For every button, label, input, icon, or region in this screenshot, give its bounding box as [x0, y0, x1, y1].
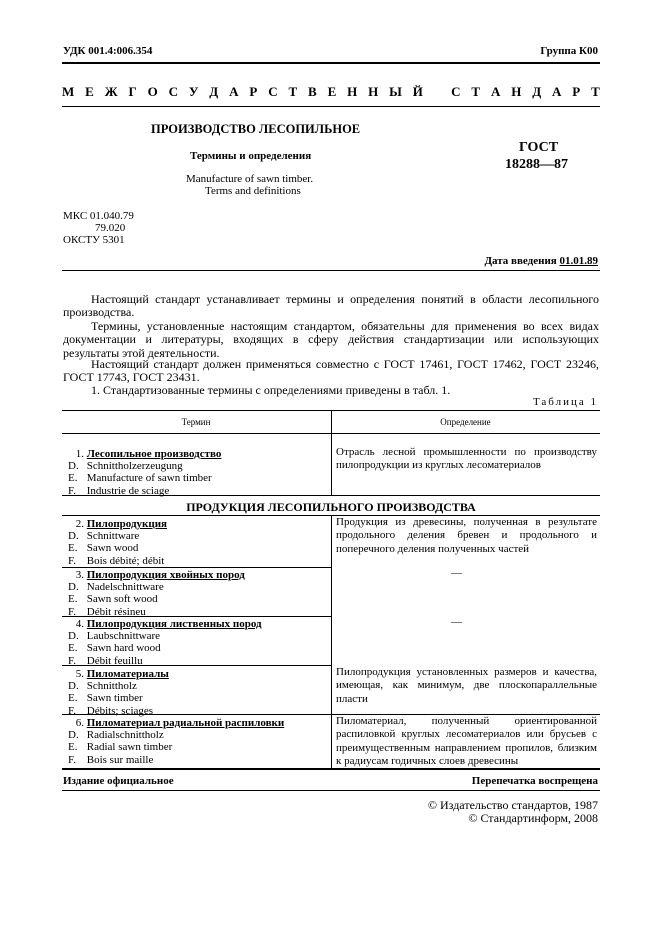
column-divider-2 — [331, 515, 332, 768]
english-title-line1: Manufacture of sawn timber. — [186, 173, 314, 185]
paragraph-mandatory: Термины, установленные настоящим стандартом, обязательны для применения во всех видах документации и литературы, входящих в сферу действия стандартизации или использующих результаты этой деятельности. — [63, 319, 599, 360]
row-rule — [62, 567, 331, 568]
definition-cell: Продукция из древесины, полученная в результате продольного деления бревен и продольного и поперечного деления полученных частей — [336, 516, 597, 555]
column-divider — [331, 410, 332, 495]
definition-cell: Пиломатериал, полученный ориентированной распиловкой круглых лесоматериалов или брусьев с преимущественным направлением пропилов, близким к радиусам годичных слоев древесины — [336, 715, 597, 767]
definition-dash: — — [451, 616, 462, 628]
section-heading: ПРОДУКЦИЯ ЛЕСОПИЛЬНОГО ПРОИЗВОДСТВА — [186, 500, 476, 514]
section-rule — [62, 495, 600, 496]
date-rule — [62, 270, 600, 271]
document-title: ПРОИЗВОДСТВО ЛЕСОПИЛЬНОЕ — [151, 122, 361, 136]
english-title-line2: Terms and definitions — [205, 185, 301, 197]
footer-bottom-rule — [62, 790, 600, 791]
table-row: 4. Пилопродукция лиственных пород D. Laubschnittware E. Sawn hard wood F. Débit feuillu — [68, 618, 262, 667]
udk-code: УДК 001.4:006.354 — [63, 45, 153, 57]
okstu-code: ОКСТУ 5301 — [63, 234, 125, 246]
edition-note: Издание официальное — [63, 775, 174, 787]
table-row: 6. Пиломатериал радиальной распиловки D. Radialschnittholz E. Radial sawn timber F. Bois sur maille — [68, 717, 285, 766]
paragraph-table-ref: 1. Стандартизованные термины с определениями приведены в табл. 1. — [91, 383, 451, 397]
table-row: 3. Пилопродукция хвойных пород D. Nadelschnittware E. Sawn soft wood F. Débit résineu — [68, 569, 245, 618]
column-header-term: Термин — [181, 417, 211, 427]
copyright-2008: © Стандартинформ, 2008 — [468, 811, 598, 825]
table-row: 2. Пилопродукция D. Schnittware E. Sawn wood F. Bois débité; débit — [68, 518, 167, 567]
reprint-note: Перепечатка воспрещена — [471, 775, 598, 787]
row-rule — [62, 616, 331, 617]
column-header-definition: Определение — [440, 417, 491, 427]
banner-rule — [62, 106, 600, 107]
table-row: 1. Лесопильное производство D. Schnittholzerzeugung E. Manufacture of sawn timber F. Industrie de sciage — [68, 448, 222, 497]
paragraph-related: Настоящий стандарт должен применяться совместно с ГОСТ 17461, ГОСТ 17462, ГОСТ 23246, ГОСТ 17743, ГОСТ 23431. — [63, 357, 599, 385]
definition-cell: Отрасль лесной промышленности по производству пилопродукции из круглых лесоматериалов — [336, 446, 597, 472]
paragraph-scope: Настоящий стандарт устанавливает термины и определения понятий в области лесопильного производства. — [63, 292, 599, 320]
copyright-1987: © Издательство стандартов, 1987 — [427, 798, 598, 812]
top-rule — [62, 62, 600, 64]
mks-code: МКС 01.040.79 — [63, 210, 134, 222]
footer-rule — [62, 768, 600, 770]
table-label: Таблица 1 — [532, 396, 598, 408]
gost-number: 18288—87 — [505, 157, 568, 172]
effective-date: Дата введения 01.01.89 — [484, 255, 598, 267]
definition-cell: Пилопродукция установленных размеров и качества, имеющая, как минимум, две плоскопараллельные пласти — [336, 666, 597, 705]
table-row: 5. Пиломатериалы D. Schnittholz E. Sawn timber F. Débits; sciages — [68, 668, 169, 717]
definition-dash: — — [451, 567, 462, 579]
standard-banner: М Е Ж Г О С У Д А Р С Т В Е Н Н Ы Й С Т А Н Д А Р Т — [62, 84, 600, 99]
row-rule — [62, 665, 331, 666]
group-code: Группа К00 — [540, 45, 598, 57]
mks-code-2: 79.020 — [95, 222, 126, 234]
document-subtitle: Термины и определения — [190, 150, 312, 162]
gost-label: ГОСТ — [519, 140, 559, 155]
